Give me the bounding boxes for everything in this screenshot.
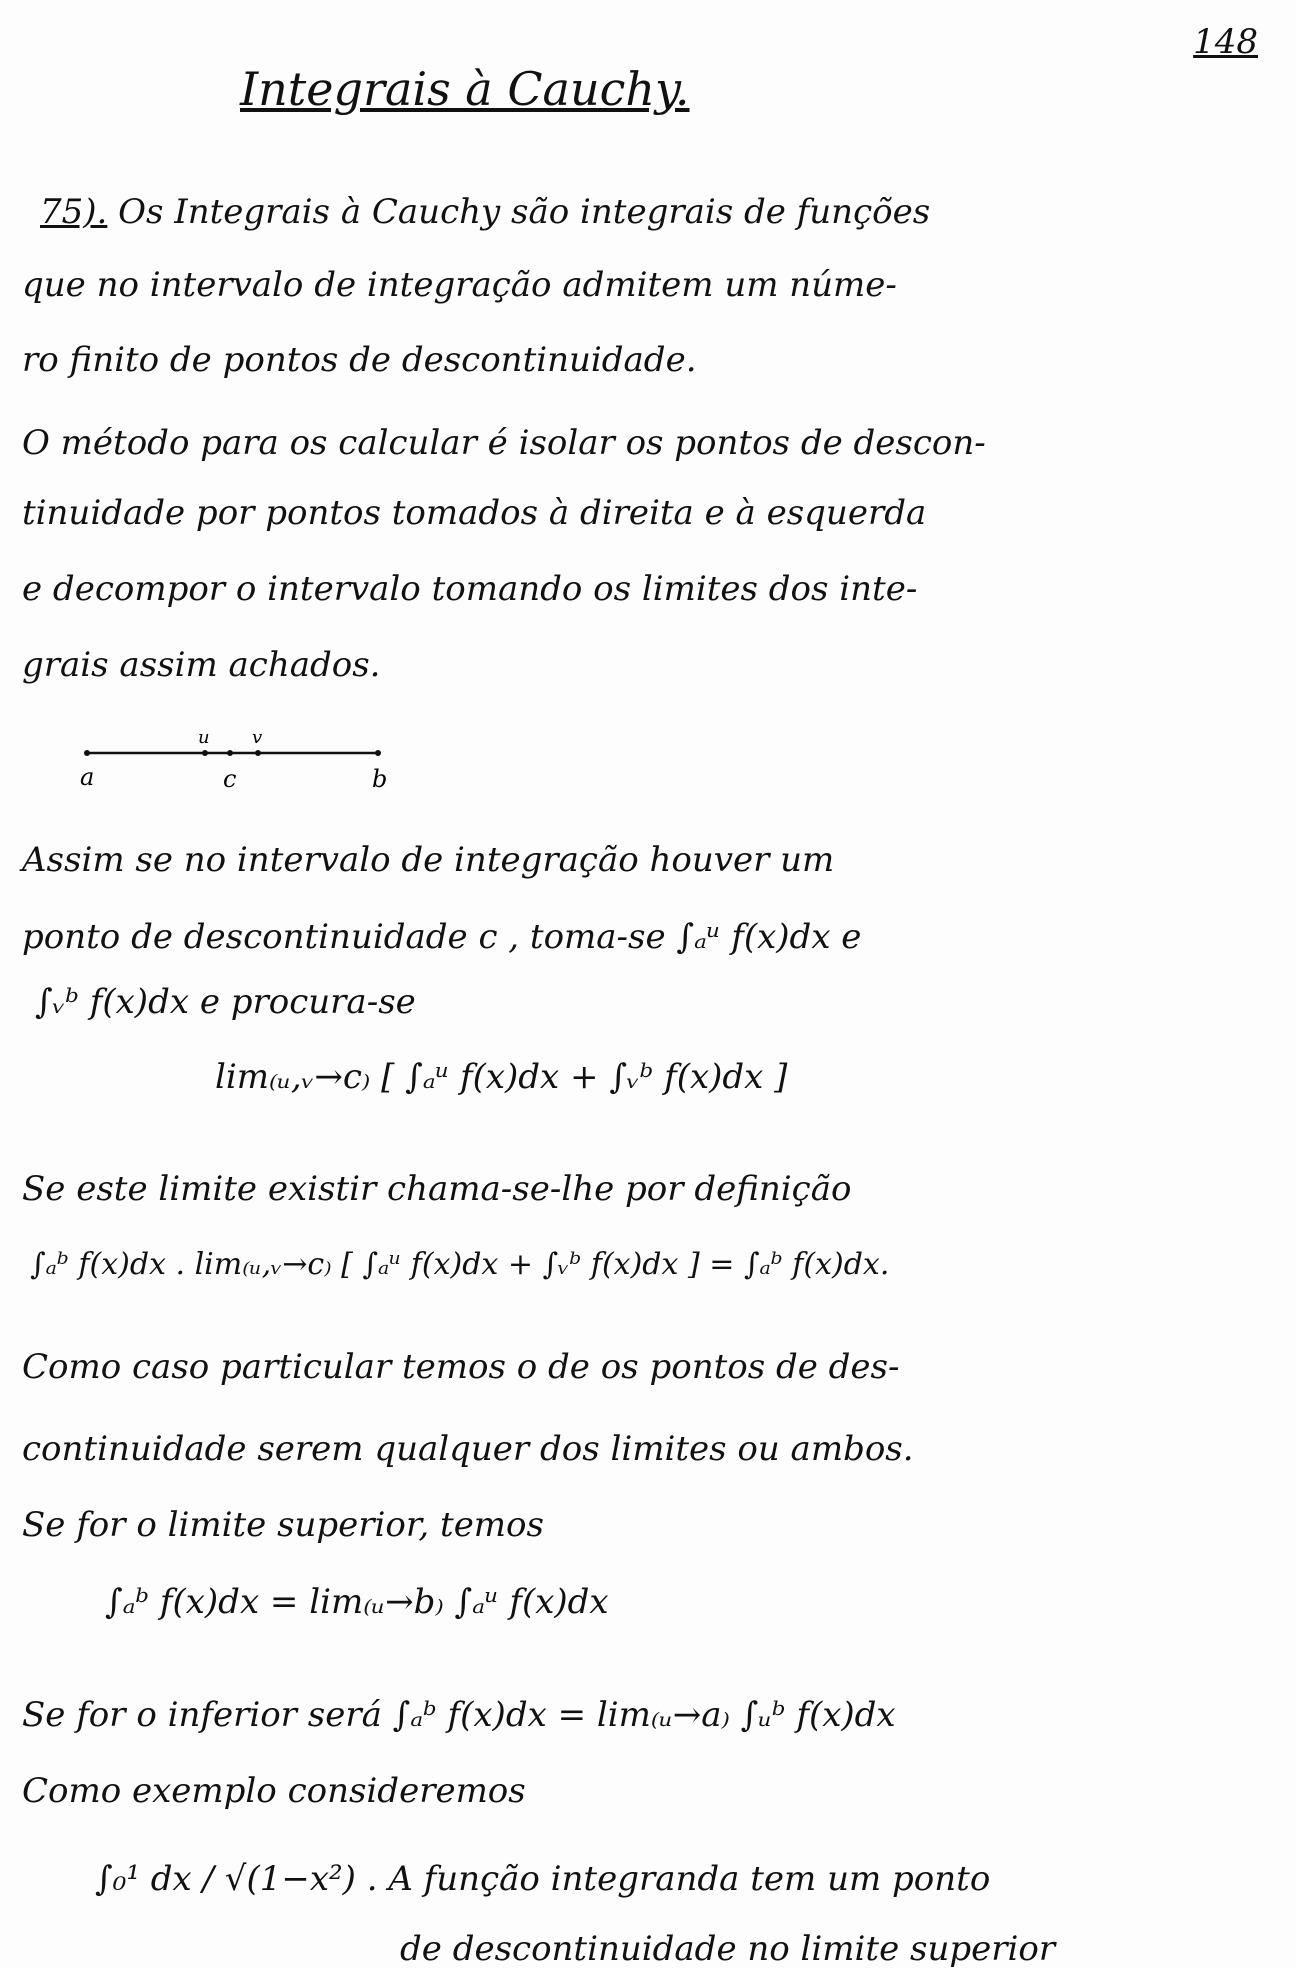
text-line-content: Os Integrais à Cauchy são integrais de funções <box>118 192 931 232</box>
interval-diagram <box>80 725 420 795</box>
formula: ∫ₐᵇ f(x)dx = lim₍ᵤ→b₎ ∫ₐᵘ f(x)dx <box>105 1582 609 1622</box>
diagram-label-a: a <box>80 763 95 791</box>
text-line: ro finito de pontos de descontinuidade. <box>22 340 697 380</box>
page-number: 148 <box>1193 22 1258 62</box>
text-line: ∫₀¹ dx / √(1−x²) . A função integranda tem um ponto <box>95 1859 991 1899</box>
text-line: continuidade serem qualquer dos limites ou ambos. <box>22 1429 914 1469</box>
formula: ∫ₐᵇ f(x)dx . lim₍ᵤ,ᵥ→c₎ [ ∫ₐᵘ f(x)dx + ∫ᵥᵇ f(x)dx ] = ∫ₐᵇ f(x)dx. <box>30 1247 890 1282</box>
diagram-label-u: u <box>198 727 210 748</box>
formula: ∫ᵥᵇ f(x)dx e procura-se <box>35 982 416 1022</box>
text-line: que no intervalo de integração admitem um núme- <box>22 265 897 305</box>
diagram-label-c: c <box>223 765 237 793</box>
page-title: Integrais à Cauchy. <box>240 62 690 116</box>
text-line: Como caso particular temos o de os pontos de des- <box>22 1347 900 1387</box>
text-line: e decompor o intervalo tomando os limites dos inte- <box>22 569 918 609</box>
diagram-label-v: v <box>252 727 263 748</box>
formula: lim₍ᵤ,ᵥ→c₎ [ ∫ₐᵘ f(x)dx + ∫ᵥᵇ f(x)dx ] <box>215 1057 788 1097</box>
text-line: de descontinuidade no limite superior <box>400 1929 1056 1968</box>
text-line: O método para os calcular é isolar os pontos de descon- <box>22 423 986 463</box>
text-line <box>40 192 931 232</box>
section-number: 75). <box>40 192 108 232</box>
text-line: Como exemplo consideremos <box>22 1771 526 1811</box>
text-line: tinuidade por pontos tomados à direita e à esquerda <box>22 493 927 533</box>
text-line: Se for o limite superior, temos <box>22 1505 544 1545</box>
text-line: ponto de descontinuidade c , toma-se ∫ₐᵘ f(x)dx e <box>22 917 862 957</box>
text-line: Assim se no intervalo de integração houver um <box>22 840 835 880</box>
text-line: Se for o inferior será ∫ₐᵇ f(x)dx = lim₍ᵤ→a₎ ∫ᵤᵇ f(x)dx <box>22 1695 896 1735</box>
text-line: grais assim achados. <box>22 645 381 685</box>
diagram-label-b: b <box>372 765 388 793</box>
text-line: Se este limite existir chama-se-lhe por definição <box>22 1169 852 1209</box>
